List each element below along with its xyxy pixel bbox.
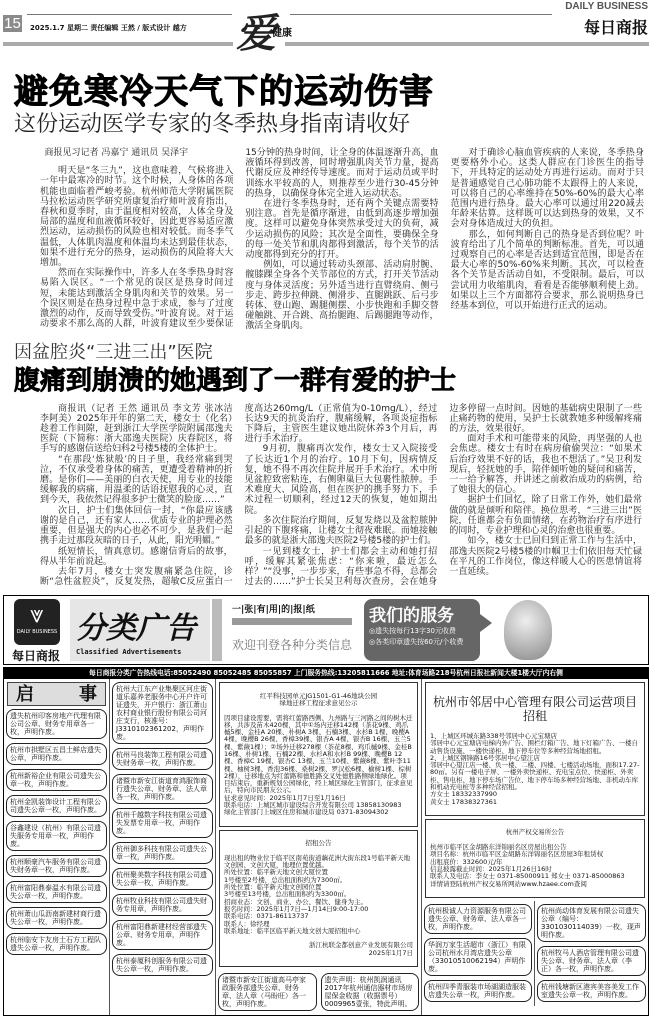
paragraph: 例如，可以通过转动头颈部、活动肩肘腕、髋膝踝全身各个关节部位的方式，打开关节活动度与身体灵活度；另外适当进行直臂绕肩、侧弓步走、跨步拉伸跳、侧滑步、直腿跳跃、后弓步转体、登山跑、踢腿侧摆、小步快跑和手脚交替碰触跳、开合跳、高抬腿跑、后踢腿跑等动作，激活全身肌肉。 xyxy=(245,260,439,332)
divider xyxy=(290,14,552,15)
page-number: 15 xyxy=(4,15,21,32)
paragraph: 据护士们回忆，除了日常工作外，她们最常做的就是倾听和陪伴。换位思考，“三进三出”医院，任谁都会有负面情绪，在药物治疗有序进行的同时，专业护理和心灵的治愈也很重要。 xyxy=(449,495,642,537)
article2-body xyxy=(40,404,642,588)
classifieds-col3 xyxy=(216,679,422,1015)
article1-subhead: 这份运动医学专家的冬季热身指南请收好 xyxy=(14,112,411,137)
paragraph: 纸短情长，情真意切。感谢信背后的故事，得从半年前说起。 xyxy=(40,546,233,567)
lease-notice xyxy=(425,682,645,816)
brand-en: DAILY BUSINESS xyxy=(565,1,648,12)
service-title: 我们的服务 xyxy=(369,606,454,627)
decorative-strip xyxy=(212,599,222,661)
paragraph: 多次住院治疗期间，反复发烧以及盆腔脓肿引起的下腹疼痛，让楼女士彻夜难眠。而她接触最多的就是浙大邵逸夫医院2号楼5楼的护士们。 xyxy=(244,515,438,547)
header-char: 事 xyxy=(79,684,97,706)
notice-item: 杭州萧山瓜沥南新建材商行遗失公章一枚，声明作废。 xyxy=(6,907,107,929)
notice-item: 杭州牧业科技有限公司遗失财务专用章，声明作废。 xyxy=(112,894,213,916)
notice-item: 杭州大江东产业集聚区河庄街道乐嘉养老服务中心开户许可证遗失，开户银行：浙江萧山农村商业银行股份有限公司河庄支行，核准号：J3310102361202，声明作废。 xyxy=(112,682,213,744)
notice-item: 杭州聚美数字科技有限公司遗失公章一枚，声明作废。 xyxy=(112,868,213,890)
notice-title: 杭州产权交易所公告 xyxy=(505,828,565,837)
paragraph: 一见到楼女士，护士们都会主动和她打招呼，缓解其紧张焦虑：“你来啦，最近怎么样？”“没事，一步步来，有些事急不得，总都会过去的……”护士长吴卫利每次查房，会在她身边多停留一点时间。因她的基础病史限制了一些止痛药物的使用，吴护士长就教她多种缓解疼痛的方法，效果很好。 xyxy=(244,403,642,588)
classifieds-col4 xyxy=(422,679,648,1015)
notice-body: 因项目建设需要，需将红蕾路西侧、九州路与三河路之间的树木迁移，共涉及苗木420棵，其中①场内迁移142棵（茶花9棵、鸡爪槭5棵、金桂A 20棵、朴树A 3棵、石楠3棵、水杉B 1棵、晚樱A 4棵、晚樱B 26棵、香樟39棵、银杏A 4棵、银杏B 16棵、玉兰5棵、紫薇1棵）；②场外迁移278棵（茶花8棵、鸡爪槭9棵、金桂B 16棵、朴树1棵、石楠22棵、水杉A和水杉B 99棵、晚樱B 12棵、香樟C 19棵、银杏C 13棵、玉兰10棵、紫薇8棵、紫叶李11棵、柚树3棵、香泡36棵、桑树2棵、罗汉松6棵、榆树1棵、棕树2棵），迁移地点为红蕾路和德胜路交叉处德胜路侧绿地绿化。项目结束后，重新规划公园绿化，经上城区绿化主管部门，征求意见后，特向市民朋友公示。 征求意见时间：2025年1月7日至1月16日 联系电话：上城区城市建设综合开发有限公司 13858130983 绿化主管部门上城区住房和城市建设局 0371-83094302 xyxy=(224,713,413,817)
classified-title-en: Classified Advertisements xyxy=(76,648,182,657)
col4-right xyxy=(535,901,648,1006)
divider xyxy=(3,42,233,46)
notice-title: 杭州市邻居中心管理有限公司运营项目招租 xyxy=(432,694,637,723)
notice-body: 现出租的物业位于临平区南苑街道藕花洲大街东段1号临平新天地文创园、文创大厦，地理位置优越。 所处位置：临平新天地文创大厦位置 1号楼至2号楼，总出租面积约为7300㎡。 所处位置：临平新天地文创园位置 3号楼至13号楼，总出租面积约为3300㎡。 招商业态：文创、商业、办公、餐饮、健身为主。 报名时间：2025年1月7日—1月14日9:00-17:00 联系电话：0371-86113737 联系人：徐经理 联系地址：临平区临平新天地文创大厦招租中心 xyxy=(224,853,411,935)
exchange-notice xyxy=(425,819,645,898)
notice-item: 杭州新裕企业有限公司遗失公章一枚，声明作废。 xyxy=(6,769,107,791)
col4-bottom-notices xyxy=(422,901,648,1006)
article2-headline: 腹痛到崩溃的她遇到了一群有爱的护士 xyxy=(14,365,457,396)
notice-item: 杭州钱塘新区港宾美容美发工作室遗失公章一枚，声明作废。 xyxy=(537,980,646,1002)
dateline: 2025.1.7 星期二 责任编辑 王然 / 版式设计 越方 xyxy=(30,24,187,32)
notice-item: 杭州富阳鼎泰温水有限公司遗失公章一枚，声明作废。 xyxy=(6,881,107,903)
divider xyxy=(285,42,649,46)
notice-body: 1、上城区环城东路338号邻居中心元宝塘店 邻居中心元宝塘店电梯内外广告、围栏灯箱广告、地下灯箱广告、一楼自动售货设施、一楼快递柜、地下停车位等多种经营场地招租。 2、上城区钢锋路16号邻居中心望江店 邻居中心望江店一楼、负一楼、二楼、四楼、七楼活动场地，面积17.27-80㎡。另有一楼电子屏、一楼外卖快递柜、充电宝点位、快递柜、外卖柜、售电柜、地下停车场广告位、地下停车场多种经营场地、非机动车库和机动充电桩等多种经营招租。 方女士 18332337990 黄女士 17838327361 xyxy=(430,731,640,806)
notice-title: 招租公告 xyxy=(305,839,332,848)
classified-ad-banner xyxy=(3,595,649,665)
classified-title-cn: 分类广告 xyxy=(76,611,196,647)
section-name: 健康 xyxy=(272,28,292,39)
notice-item: 谷鑫建设（杭州）有限公司遗失服务专用章一枚，声明作废。 xyxy=(6,821,107,851)
green-migration-notice xyxy=(219,682,418,827)
notice-item: 杭州尚动体育发展有限公司遗失公章（编号：3301030114039）一枚，现声明作废。 xyxy=(537,904,646,942)
notice-item: 杭州泰厦科创服务有限公司遗失公章一枚，声明作废。 xyxy=(112,954,213,976)
classifieds-col2 xyxy=(110,679,216,1015)
paragraph: 明天是“冬三九”，这也意味着，气候将进入一年中最寒冷的时节。这个时候，人身体的各项机能也面临着严峻考验。杭州师范大学附属医院马拉松运动医学研究所康复治疗师叶波育指出，春秋和夏季时，由于温度相对较高，人体全身及局部的温度和血液循环较好，因此更容易适应激烈运动，运动损伤的风险也相对较低。而冬季气温低，人体肌肉温度和体温均未达到最佳状态，如果不进行充分的热身，运动损伤的风险将大大增加。 xyxy=(40,166,234,269)
page-header xyxy=(0,0,652,57)
rent-notice xyxy=(219,830,418,967)
notice-item: 杭州马良装饰工程有限公司遗失财务章一枚，声明作废。 xyxy=(112,748,213,770)
notice-item: 杭州极诚人力资源服务有限公司遗失公章、财务章、法人章各一枚，声明作废。 xyxy=(424,904,532,934)
notice-item: 杭州金凯装饰设计工程有限公司遗失公章一枚，声明作废。 xyxy=(6,795,107,817)
col3-bottom-notices xyxy=(216,970,421,1015)
mascot-figure-icon xyxy=(504,600,552,660)
newspaper-logo xyxy=(14,599,60,645)
notice-body: 杭州市临平区金胡路东洋锦丽名区房屋出租公告 项目名称：杭州市临平区金胡路东洋锦丽名区房屋3年租赁权 出租底价：332600元/年 信息披露截止时间：2025年1月26日16时 联系人及电话：李女士 0371-85000911 郑女士 0371-85000863 详情请登陆杭州产权交易所网站www.hzaee.com查阅 xyxy=(430,843,625,888)
notice-item: 华润万家生活超市（浙江）有限公司杭州水月湾店遗失公章（33010510062194）声明作废。 xyxy=(424,938,532,976)
logo-en: DAILY BUSINESS xyxy=(16,629,58,636)
article1-body xyxy=(40,148,644,332)
notice-item: 遗失声明：杭州凯润通讯2017年杭州通信器材市场房屋保金收据（收据票号）0009965壹张，特此声明。 xyxy=(321,973,420,1011)
paragraph: 商报讯（记者 王然 通讯员 李文芳 张冰洁 李阿美）2025年开年的第二天，楼女士（化名）趁着工作间隙，赶到浙江大学医学院附属邵逸夫医院（下简称：浙大邵逸夫医院）庆春院区，将手写的感谢信送给妇科2号楼5楼的全体护士。 xyxy=(40,403,233,455)
paragraph: 在进行冬季热身时，还有两个关键点需要特别注意。首先是循序渐进，由低到高逐步增加强度。这样可以避免身体突然承受过大的负荷，减少运动损伤的风险；其次是全面性，要确保全身的每一处关节和肌肉都得到激活，每个关节的活动度都得到充分的打开。 xyxy=(245,199,439,261)
slogan: 一|张|有|用|的|报|纸 xyxy=(232,605,315,616)
paragraph: 那么，如何判断自己的热身是否到位呢？叶波育给出了几个简单的判断标准。首先，可以通过观察自己的心率是否达到适宜范围，即是否在最大心率的50%-60%来判断。其次，可以检查各个关节是否活动自如，不受限制。最后，可以尝试用力收缩肌肉，看看是否能够顺利使上劲。如果以上三个方面都符合要求，那么说明热身已经基本到位，可以开始进行正式的运动。 xyxy=(450,229,644,312)
notice-item: 杭州御多科技有限公司遗失公章一枚，声明作废。 xyxy=(112,842,213,864)
notice-signature: 浙江杭联金都创意产业发展有限公司 2025年1月7日 xyxy=(309,941,413,957)
divider xyxy=(27,14,232,15)
paragraph: 如今，楼女士已回归到正常工作与生活中，邵逸夫医院2号楼5楼的巾帼卫士们依旧每天忙碌在平凡的工作岗位，像这样暖人心的医患情谊将一直延续。 xyxy=(449,536,642,577)
logo-cn: 每日商报 xyxy=(12,649,61,664)
header-char: 启 xyxy=(16,684,34,706)
welcome-text: 欢迎刊登各种分类信息 xyxy=(232,638,353,653)
notice-item: 杭州临安卞友房土石方工程队遗失公章一枚，声明作废。 xyxy=(6,933,107,955)
section-glyph: 爱 xyxy=(236,10,276,57)
service-line: ◎遗失按每行13字30元收费 xyxy=(369,627,456,636)
notice-item: 杭州顺豪汽车服务有限公司遗失财务章一枚，声明作废。 xyxy=(6,855,107,877)
notice-item: 诸暨市新安江街道育鸿服饰商行遗失公章、财务章、法人章各一枚，声明作废。 xyxy=(112,774,213,804)
notice-item: 杭州千越数字科技有限公司遗失发票专用章一枚，声明作废。 xyxy=(112,808,213,838)
notice-title: 红平科技园单元JG1501-G1-46地块公园 绿地迁移工程征求意见公示 xyxy=(259,691,378,707)
col4-left xyxy=(422,901,535,1006)
byline: 商报见习记者 冯嘉宁 通讯员 吴泽宇 xyxy=(44,148,189,158)
notice-item: 杭州四季青服装市场湖湖造服装店遗失公章一枚，声明作废。 xyxy=(424,980,532,1002)
paragraph: 然而在实际操作中，许多人在冬季热身时容易陷入误区。“一个常见的误区是热身时间过短，未能达到激活全身肌肉和关节的效果。另一个误区则是在热身过程中急于求成，参与了过度激烈的动作，反而导致受伤。”叶波育说。对于运动要求不那么高的人群，叶波育建议至少要保证15分钟的热身时间，让全身的体温逐渐升高，血液循环得到改善，同时增强肌肉关节力量，提高代谢反应及神经传导速度。而对于运动员或平时训练水平较高的人，则推荐至少进行30-45分钟的热身，以确保身体完全进入运动状态。 xyxy=(40,148,439,330)
bubble-pointer xyxy=(480,614,492,632)
hotline-bar: 每日商报分类广告热线电话:85052490 85052485 85055857 上门服务热线:13205811666 地址:体育场路218号杭州日报社新闻大楼1楼大厅内右侧 xyxy=(3,667,649,679)
logo-symbol-icon: ⩔ xyxy=(30,600,44,629)
notices-header xyxy=(7,682,106,706)
paragraph: 对于确诊心脑血管疾病的人来说，冬季热身更要格外小心。这类人群应在门诊医生的指导下，开具特定的运动处方再进行运动。而对于只是普通感觉自己心肺功能不太跟得上的人来说，可以将自己的心率维持在50%-60%的最大心率范围内进行热身。最大心率可以通过用220减去年龄来估算。这样既可以达到热身的效果，又不会对身体造成过大的负担。 xyxy=(450,148,644,230)
paragraph: 次日，护士们集体回信一封，“你最应该感谢的是自己，还有家人……优质专业的护理必然重要，但是强大的内心也必不可少，是我们一起携手走过那段灰暗的日子，从此，阳光明媚。” xyxy=(40,505,233,547)
classified-title-panel xyxy=(70,599,210,661)
notice-item: 杭州富阳鼎新建材经营部遗失公章、财务专用章，声明作废。 xyxy=(112,920,213,950)
notice-item: 遗失杭州印客房地产代理有限公司公章、财务专用章各一枚，声明作废。 xyxy=(6,709,107,739)
service-bubble xyxy=(364,599,480,661)
classifieds-section xyxy=(3,679,649,1016)
notice-item: 杭州牧马人酒店管理有限公司遗失公章、财务章、法人章（李正）各一枚，声明作废。 xyxy=(537,946,646,976)
service-line: ◎各类印章遗失按60元/个收费 xyxy=(369,638,464,647)
decorative-bar xyxy=(232,618,352,625)
paragraph: 9月初，腹痛再次发作，楼女士又入院接受了长达近1个月的治疗。10月下旬，因病情反复，她不得不再次住院并展开手术治疗。术中所见盆腔致密粘连，右侧卵巢巨大包裹性脓肿。手术难度大、风险高，但在医护的携手努力下，手术过程一切顺利，经过12天的恢复，她如期出院。 xyxy=(244,444,438,516)
article2-kicker: 因盆腔炎“三进三出”医院 xyxy=(14,341,213,363)
paragraph: 去年7月，楼女士突发腹痛紧急住院，诊断“急性盆腔炎”，反复发热，超敏C反应蛋白一度高达260mg/L（正常值为0-10mg/L），经过长达9天的抗炎治疗，腹痛缓解，各项炎症指标下降后，主管医生建议她出院休养3个月后，再进行手术治疗。 xyxy=(40,403,438,588)
notice-item: 诸暨市新安江街道高马亭家政服务部遗失公章、财务章、法人章（马盼旺）各一枚，声明作废。 xyxy=(218,973,317,1011)
brand-cn: 每日商报 xyxy=(583,18,648,37)
paragraph: 面对手术和可能带来的风险，再坚强的人也会焦虑。楼女士有时在病房偷偷哭泣：“如果术后治疗效果不好的话，我也不想活了。”吴卫利发现后，轻抚她的手，陪伴倾听她的疑问和痛苦，一一给予解答，并讲述之前救治成功的病例，给了她很大的信心。 xyxy=(449,434,642,496)
classifieds-col1 xyxy=(4,679,110,1015)
notice-item: 杭州市拱墅区五昌土鲜店遗失公章，声明作废。 xyxy=(6,743,107,765)
paragraph: “在那段‘炼狱般’的日子里，我经常痛到哭泣，不仅承受着身体的痛苦，更遭受着精神的折磨。是你们——美丽的白衣天使，用专业的技能缓解我的病痛，用温柔的话语抚慰我的心灵，直到今天，我依然记得很多护士微笑的脸庞……” xyxy=(40,454,233,506)
article1-headline: 避免寒冷天气下的运动伤害 xyxy=(14,72,434,112)
